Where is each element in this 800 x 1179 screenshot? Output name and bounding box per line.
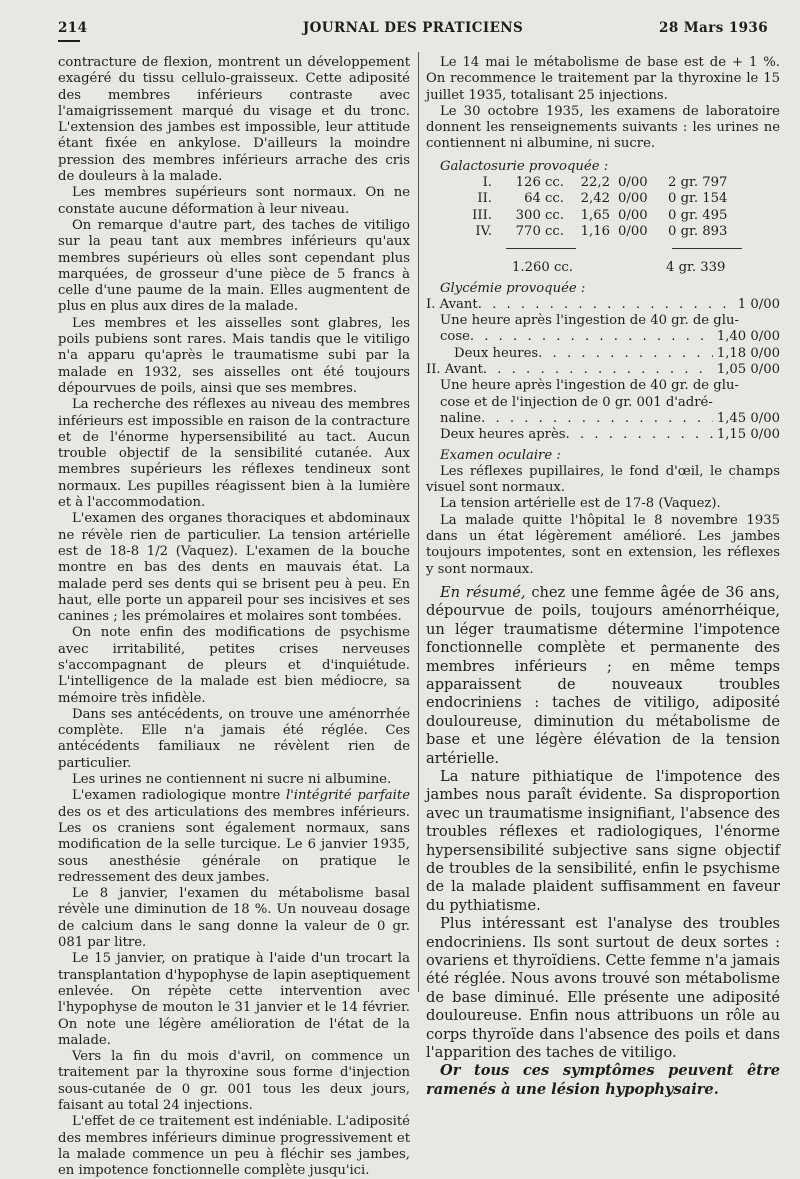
column-divider (418, 52, 419, 992)
row-label: Deux heures après (440, 427, 566, 443)
row-value: 1,18 0/00 (716, 345, 780, 361)
glycemie-title: Glycémie provoquée : (440, 280, 586, 296)
table-cell: 64 cc. (524, 191, 564, 207)
paragraph: Dans ses antécédents, on trouve une aménorrhée complète. Elle n'a jamais été réglée. Ces antécédents familiaux ne révèlent rien de particulier. (58, 706, 410, 771)
table-row (440, 208, 748, 224)
row-value: 1,40 0/00 (716, 329, 780, 345)
paragraph: Vers la fin du mois d'avril, on commence un traitement par la thyroxine sous forme d'injection sous-cutanée de 0 gr. 001 tous les deux jours, faisant au total 24 injections. (58, 1049, 410, 1113)
final-statement: Or tous ces symptômes peuvent être ramenés à une lésion hypophysaire. (426, 1062, 780, 1098)
paragraph: La tension artérielle est de 17-8 (Vaquez). (440, 496, 721, 512)
paragraph: L'examen des organes thoraciques et abdominaux ne révèle rien de particulier. La tension artérielle est de 18-8 1/2 (Vaquez). L'examen de la bouche montre en bas des dents en mauvais état. La malade perd ses dents qui se brisent peu à peu. En haut, elle porte un appareil pour ses incisives et ses canines ; les prémolaires et molaires sont tombées. (58, 511, 410, 625)
glycemie-row (426, 329, 780, 345)
conclusion-paragraph: La nature pithiatique de l'impotence des jambes nous paraît évidente. Sa disproportion avec un traumatisme insignifiant, l'absence des troubles réflexes et radiologiques, l'énorme hypersensibilité subjective sans signe objectif de troubles de la sensibilité, enfin le psychisme de la malade plaident suffisamment en faveur du pythiatisme. (426, 767, 780, 914)
table-cell: 1,65 (580, 207, 610, 223)
leader-dots (481, 411, 713, 427)
row-label: cose (440, 329, 470, 345)
leader-dots (470, 329, 713, 345)
glycemie-row (426, 297, 780, 313)
paragraph: Le 30 octobre 1935, les examens de laboratoire donnent les renseignements suivants : les urines ne contiennent ni albumine, ni sucre. (426, 103, 780, 152)
paragraph: Le 14 mai le métabolisme de base est de + 1 %. On recommence le traitement par la thyroxine le 15 juillet 1935, totalisant 25 injections. (426, 55, 780, 103)
glycemie-row-label: Une heure après l'ingestion de 40 gr. de glu- (440, 378, 739, 394)
radiology-text-start: L'examen radiologique montre (72, 788, 286, 804)
oculaire-title: Examen oculaire : (440, 447, 561, 463)
table-cell: II. (477, 191, 492, 207)
glycemie-row (426, 362, 780, 378)
table-cell: 0/00 (618, 223, 648, 239)
paragraph: L'effet de ce traitement est indéniable. L'adiposité des membres inférieurs diminue progressivement et la malade commence un peu à fléchir ses jambes, en impotence fonctionnelle complète jusqu'ici. (58, 1114, 410, 1179)
paragraph: Le 8 janvier, l'examen du métabolisme basal révèle une diminution de 18 %. Un nouveau dosage de calcium dans le sang donne la valeur de 0 gr. 081 par litre. (58, 886, 410, 951)
leader-dots (483, 362, 713, 378)
journal-title: JOURNAL DES PRATICIENS (302, 20, 524, 36)
table-cell: 300 cc. (515, 207, 564, 223)
resume-lead: En résumé, (440, 583, 526, 601)
total-rule (506, 248, 576, 250)
table-row (440, 175, 748, 191)
resume-text: chez une femme âgée de 36 ans, dépourvue de poils, toujours aménorrhéique, un léger traumatisme détermine l'impotence fonctionnelle complète et permanente des membres inférieurs ; en même temps apparaissent de nouveaux troubles endocriniens : taches de vitiligo, adiposité douloureuse, diminution du métabolisme de base et une légère élévation de la tension artérielle. (426, 583, 781, 767)
paragraph: On remarque d'autre part, des taches de vitiligo sur la peau tant aux membres inférieurs qu'aux membres supérieurs où elles sont cependant plus marquées, de grosseur d'une pièce de 5 francs à celle d'une paume de la main. Elles augmentent de plus en plus aux dires de la malade. (58, 217, 410, 315)
glycemie-row (426, 427, 780, 443)
paragraph: Les membres et les aisselles sont glabres, les poils pubiens sont rares. Mais tandis que le vitiligo n'a apparu qu'après le traumatisme subi par la malade en 1932, ses aisselles ont été toujours dépourvues de poils, ainsi que ses membres. (58, 315, 410, 396)
resume-paragraph (426, 584, 780, 768)
radiology-paragraph (58, 788, 410, 886)
table-cell: IV. (475, 223, 492, 239)
radiology-emphasis: l'intégrité parfaite (285, 788, 410, 804)
paragraph: contracture de flexion, montrent un développement exagéré du tissu cellulo-graisseux. Cette adiposité des membres inférieurs contraste avec l'amaigrissement marqué du visage et du tronc. L'extension des jambes est impossible, leur attitude étant fixée en ankylose. D'ailleurs la moindre pression des membres inférieurs arrache des cris de douleurs à la malade. (58, 55, 410, 185)
glycemie-row-label: Une heure après l'ingestion de 40 gr. de glu- (440, 313, 739, 329)
total-weight: 4 gr. 339 (666, 259, 726, 275)
table-cell: I. (482, 175, 492, 191)
table-cell: III. (472, 207, 492, 223)
paragraph: Les urines ne contiennent ni sucre ni albumine. (72, 772, 392, 788)
paragraph: Les membres supérieurs sont normaux. On ne constate aucune déformation à leur niveau. (58, 185, 410, 217)
galactosurie-table (440, 175, 748, 240)
leader-dots (566, 427, 713, 443)
running-header (58, 20, 768, 42)
total-rule (672, 248, 742, 250)
table-cell: 126 cc. (515, 175, 564, 191)
row-value: 1,05 0/00 (716, 362, 780, 378)
galactosurie-total-row (426, 260, 780, 277)
row-value: 1,45 0/00 (716, 410, 780, 426)
table-cell: 0 gr. 893 (668, 223, 728, 239)
paragraph: Les réflexes pupillaires, le fond d'œil, le champs visuel sont normaux. (426, 463, 780, 496)
glycemie-row-label: cose et de l'injection de 0 gr. 001 d'adré- (440, 394, 713, 410)
issue-date: 28 Mars 1936 (659, 20, 768, 36)
row-value: 1,15 0/00 (716, 427, 780, 443)
table-cell: 0/00 (618, 191, 648, 207)
paragraph: Le 15 janvier, on pratique à l'aide d'un trocart la transplantation d'hypophyse de lapin aseptiquement enlevée. On répète cette intervention avec l'hypophyse de mouton le 31 janvier et le 14 février. On note une légère amélioration de l'état de la malade. (58, 951, 410, 1048)
table-row (440, 191, 748, 207)
table-cell: 1,16 (580, 223, 610, 239)
table-cell: 2 gr. 797 (668, 175, 728, 191)
right-column (426, 55, 780, 1099)
table-cell: 0/00 (618, 175, 648, 191)
table-cell: 22,2 (580, 175, 610, 191)
left-column (58, 55, 410, 1179)
table-cell: 0/00 (618, 207, 648, 223)
paragraph: La malade quitte l'hôpital le 8 novembre 1935 dans un état légèrement amélioré. Les jambes toujours impotentes, sont en extension, les réflexes y sont normaux. (426, 512, 780, 577)
glycemie-row (426, 346, 780, 362)
leader-dots (478, 297, 734, 313)
total-rules (426, 240, 780, 259)
row-label: II. Avant (426, 362, 483, 378)
page-number-rule (58, 40, 80, 42)
leader-dots (538, 346, 713, 362)
row-value: 1 0/00 (737, 296, 780, 312)
table-cell: 0 gr. 495 (668, 207, 728, 223)
paragraph: On note enfin des modifications de psychisme avec irritabilité, petites crises nerveuses s'accompagnant de pleurs et d'inquiétude. L'intelligence de la malade est bien médiocre, sa mémoire très infidèle. (58, 625, 410, 706)
conclusion-paragraph: Plus intéressant est l'analyse des troubles endocriniens. Ils sont surtout de deux sortes : ovariens et thyroïdiens. Cette femme n'a jamais été réglée. Nous avons trouvé son métabolisme de base diminué. Elle présente une adiposité douloureuse. Enfin nous attribuons un rôle au corps thyroïde dans l'absence des poils et dans l'apparition des taches de vitiligo. (426, 915, 780, 1062)
glycemie-row (426, 411, 780, 427)
table-cell: 0 gr. 154 (668, 191, 728, 207)
total-volume: 1.260 cc. (512, 259, 573, 275)
table-cell: 2,42 (580, 191, 610, 207)
table-cell: 770 cc. (515, 223, 564, 239)
row-label: Deux heures (454, 345, 539, 361)
row-label: I. Avant (426, 296, 478, 312)
table-row (440, 224, 748, 240)
paragraph: La recherche des réflexes au niveau des membres inférieurs est impossible en raison de la contracture et de l'énorme hypersensibilité au tact. Aucun trouble objectif de la sensibilité cutanée. Aux membres supérieurs les réflexes tendineux sont normaux. Les pupilles réagissent bien à la lumière et à l'accommodation. (58, 397, 410, 511)
galactosurie-title: Galactosurie provoquée : (440, 158, 609, 174)
row-label: naline (440, 410, 482, 426)
radiology-text-end: des os et des articulations des membres inférieurs. Les os craniens sont également normaux, sans modification de la selle turcique. Le 6 janvier 1935, sous anesthésie générale on pratique le redressement des deux jambes. (58, 804, 410, 885)
page-number: 214 (58, 20, 88, 36)
